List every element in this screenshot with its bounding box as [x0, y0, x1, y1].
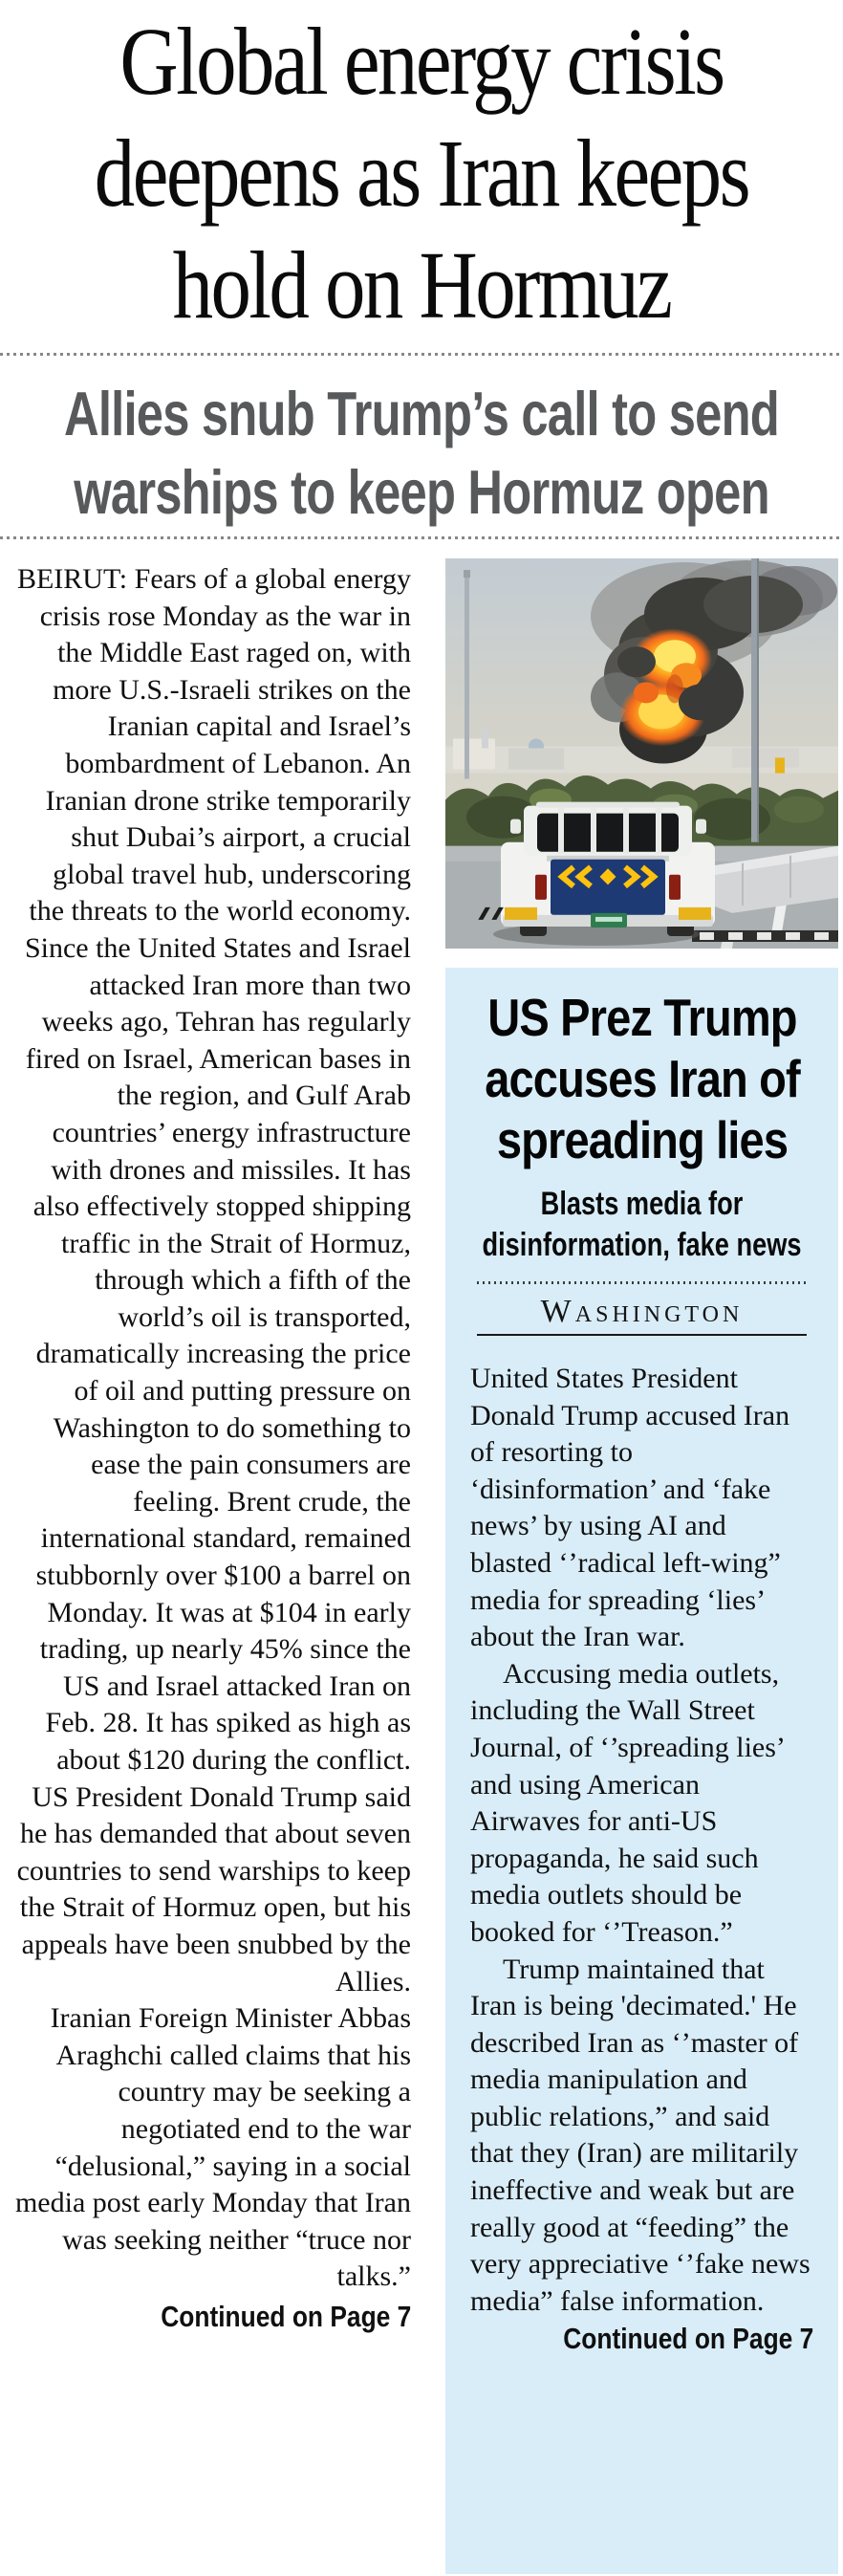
sidebar-paragraph: Trump maintained that Iran is being 'decimated.' He described Iran as ‘’master of media manipulation and public relations,” and said that they (Iran) are militarily ineffective and weak but are really good at “feeding” the very appreciative ‘’fake news media” false information. — [470, 1953, 811, 2317]
lead-story-column — [13, 561, 411, 2334]
sidebar-subheadline — [470, 1184, 813, 1266]
sidebar-story-box — [445, 968, 838, 2574]
lead-paragraph: Iranian Foreign Minister Abbas Araghchi called claims that his country may be seeking a negotiated end to the war “delusional,” saying in a social media post early Monday that Iran was seeking neither “truce nor talks.” — [14, 2002, 411, 2293]
sidebar-subheadline-line: disinformation, fake news — [482, 1227, 802, 1263]
news-photo — [445, 558, 838, 949]
light-pole-left — [464, 570, 470, 779]
deck-subheadline-line: warships to keep Hormuz open — [74, 457, 769, 527]
main-headline-line: hold on Hormuz — [172, 231, 671, 338]
sidebar-paragraph: United States President Donald Trump accused Iran of resorting to ‘disinformation’ and ‘fake news’ by using AI and blasted ‘’radical left-wing” media for spreading ‘lies’ about the Iran war. — [470, 1363, 790, 1653]
sidebar-dateline: Washington — [540, 1294, 744, 1329]
sidebar-dotted-rule — [477, 1281, 807, 1284]
sidebar-headline-line: US Prez Trump — [487, 988, 797, 1047]
light-pole-right — [751, 558, 759, 842]
news-photo-illustration — [445, 558, 838, 949]
sidebar-paragraph: Accusing media outlets, including the Wall Street Journal, of ‘’spreading lies’ and using American Airwaves for anti-US propaganda, he said such media outlets should be booked for ‘’Treason.” — [470, 1657, 784, 1948]
main-headline — [0, 6, 843, 341]
dotted-rule-top — [0, 353, 843, 356]
lead-continued-line: Continued on Page 7 — [160, 2299, 411, 2333]
sidebar-headline-line: spreading lies — [496, 1110, 789, 1169]
dotted-rule-middle — [0, 536, 843, 539]
lead-paragraph: BEIRUT: Fears of a global energy crisis rose Monday as the war in the Middle East raged on, with more U.S.-Israeli strikes on the Iranian capital and Israel’s bombardment of Lebanon. An Iranian drone strike temporarily shut Dubai’s airport, a crucial global travel hub, underscoring the threats to the world economy. Since the United States and Israel attacked Iran more than two weeks ago, Tehran has regularly fired on Israel, American bases in the region, and Gulf Arab countries’ energy infrastructure with drones and missiles. It has also effectively stopped shipping traffic in the Strait of Hormuz, through which a fifth of the world’s oil is transported, dramatically increasing the price of oil and putting pressure on Washington to do something to ease the pain consumers are feeling. Brent crude, the international standard, remained stubbornly over $100 a barrel on Monday. It was at $104 in early trading, up nearly 45% since the US and Israel attacked Iran on Feb. 28. It has spiked as high as about $120 during the conflict. — [16, 563, 411, 1776]
sidebar-continued-line: Continued on Page 7 — [562, 2322, 813, 2356]
main-headline-line: deepens as Iran keeps — [94, 120, 749, 227]
sidebar-dateline-rule — [477, 1334, 807, 1336]
sidebar-subheadline-line: Blasts media for — [540, 1186, 744, 1222]
deck-subheadline — [0, 375, 843, 532]
sidebar-headline-line: accuses Iran of — [485, 1049, 800, 1108]
lead-paragraph: US President Donald Trump said he has demanded that about seven countries to send warships to keep the Strait of Hormuz open, but his appeals have been snubbed by the Allies. — [16, 1780, 411, 1997]
deck-subheadline-line: Allies snub Trump’s call to send — [64, 379, 779, 448]
main-headline-line: Global energy crisis — [119, 8, 724, 115]
sidebar-body — [470, 1361, 813, 2320]
sidebar-headline — [470, 987, 813, 1170]
